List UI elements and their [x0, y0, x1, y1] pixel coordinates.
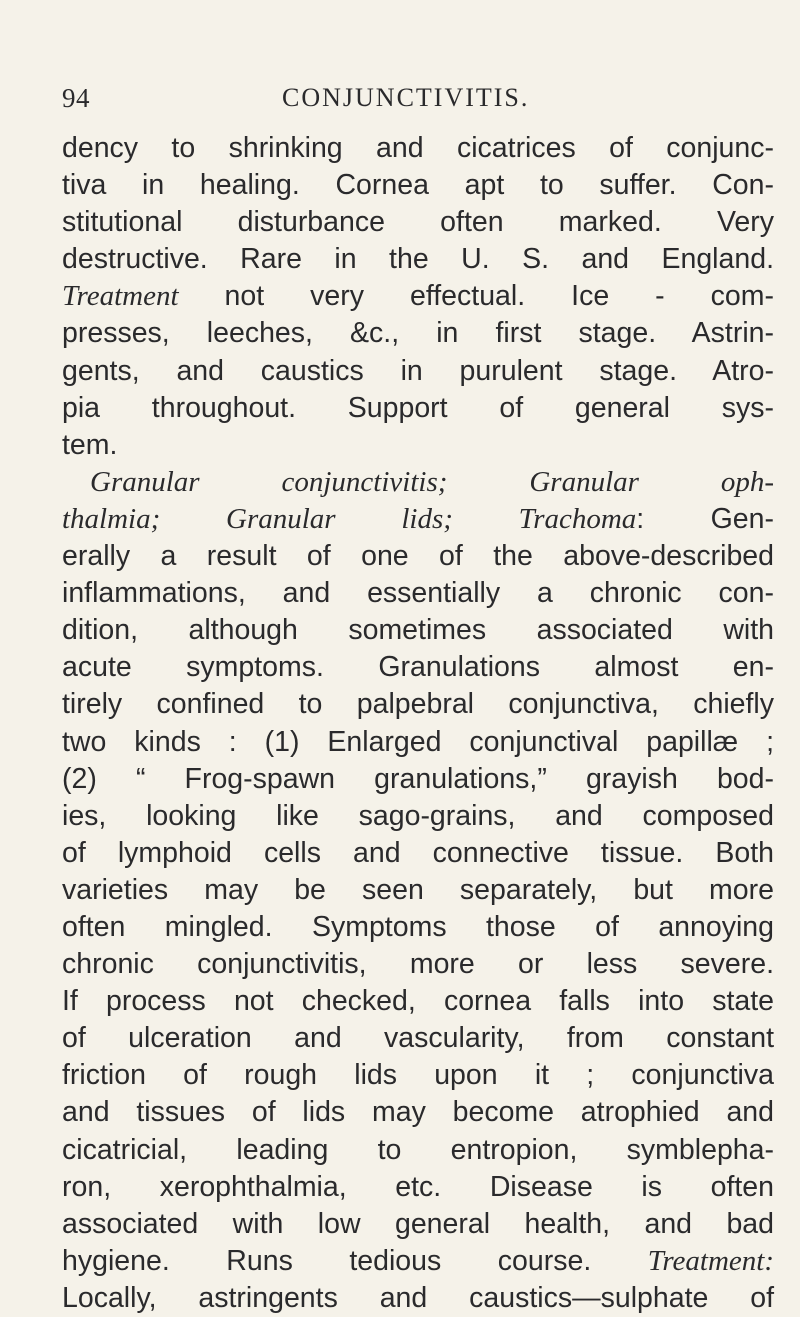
page-number: 94 — [62, 83, 90, 113]
page-header — [62, 78, 762, 118]
text-line: cicatricial, leading to entropion, symblepha- — [62, 1133, 774, 1166]
text-line: varieties may be seen separately, but more — [62, 873, 774, 906]
text-line: acute symptoms. Granulations almost en- — [62, 651, 774, 684]
text-line: If process not checked, cornea falls into state — [62, 985, 774, 1018]
text-line: of lymphoid cells and connective tissue. Both — [62, 836, 774, 869]
text-line: gents, and caustics in purulent stage. Atro- — [62, 354, 774, 387]
text-line: thalmia; Granular lids; Trachoma: Gen- — [62, 502, 774, 535]
text-line: chronic conjunctivitis, more or less severe. — [62, 948, 774, 981]
text-line: dency to shrinking and cicatrices of conjunc- — [62, 132, 774, 164]
running-title: CONJUNCTIVITIS. — [282, 83, 530, 112]
text-line: and tissues of lids may become atrophied and — [62, 1096, 774, 1129]
text-line: tem. — [62, 428, 118, 461]
text-line: destructive. Rare in the U. S. and England. — [62, 243, 774, 276]
text-line: erally a result of one of the above-described — [62, 540, 774, 573]
text-line: two kinds : (1) Enlarged conjunctival papillæ ; — [62, 725, 774, 758]
text-line: tiva in healing. Cornea apt to suffer. Con- — [62, 169, 774, 202]
text-line: ies, looking like sago-grains, and composed — [62, 799, 774, 832]
italic-term: Treatment: — [647, 1244, 774, 1277]
italic-term: thalmia; Granular lids; Trachoma — [62, 502, 637, 535]
text-line: friction of rough lids upon it ; conjunctiva — [62, 1059, 774, 1092]
text-line: pia throughout. Support of general sys- — [62, 391, 774, 424]
text-line — [62, 464, 774, 501]
text-line: often mingled. Symptoms those of annoying — [62, 910, 774, 943]
text-line: presses, leeches, &c., in first stage. Astrin- — [62, 317, 774, 350]
text-line: associated with low general health, and bad — [62, 1207, 774, 1240]
text-line: hygiene. Runs tedious course. Treatment: — [62, 1244, 774, 1277]
text-line: tirely confined to palpebral conjunctiva, chiefly — [62, 688, 774, 721]
italic-term: Treatment — [62, 280, 179, 313]
text-line: stitutional disturbance often marked. Very — [62, 206, 774, 239]
text-line: ron, xerophthalmia, etc. Disease is often — [62, 1170, 774, 1203]
text-line: (2) “ Frog-spawn granulations,” grayish bod- — [62, 762, 774, 795]
text-line: Treatment not very effectual. Ice - com- — [62, 280, 774, 313]
text-line: inflammations, and essentially a chronic con- — [62, 577, 774, 610]
italic-term: Granular conjunctivitis; Granular oph- — [90, 465, 774, 498]
text-line: dition, although sometimes associated with — [62, 614, 774, 647]
text-line: Locally, astringents and caustics—sulphate of — [62, 1281, 774, 1314]
body-text — [62, 130, 774, 1317]
text-line: of ulceration and vascularity, from constant — [62, 1022, 774, 1055]
